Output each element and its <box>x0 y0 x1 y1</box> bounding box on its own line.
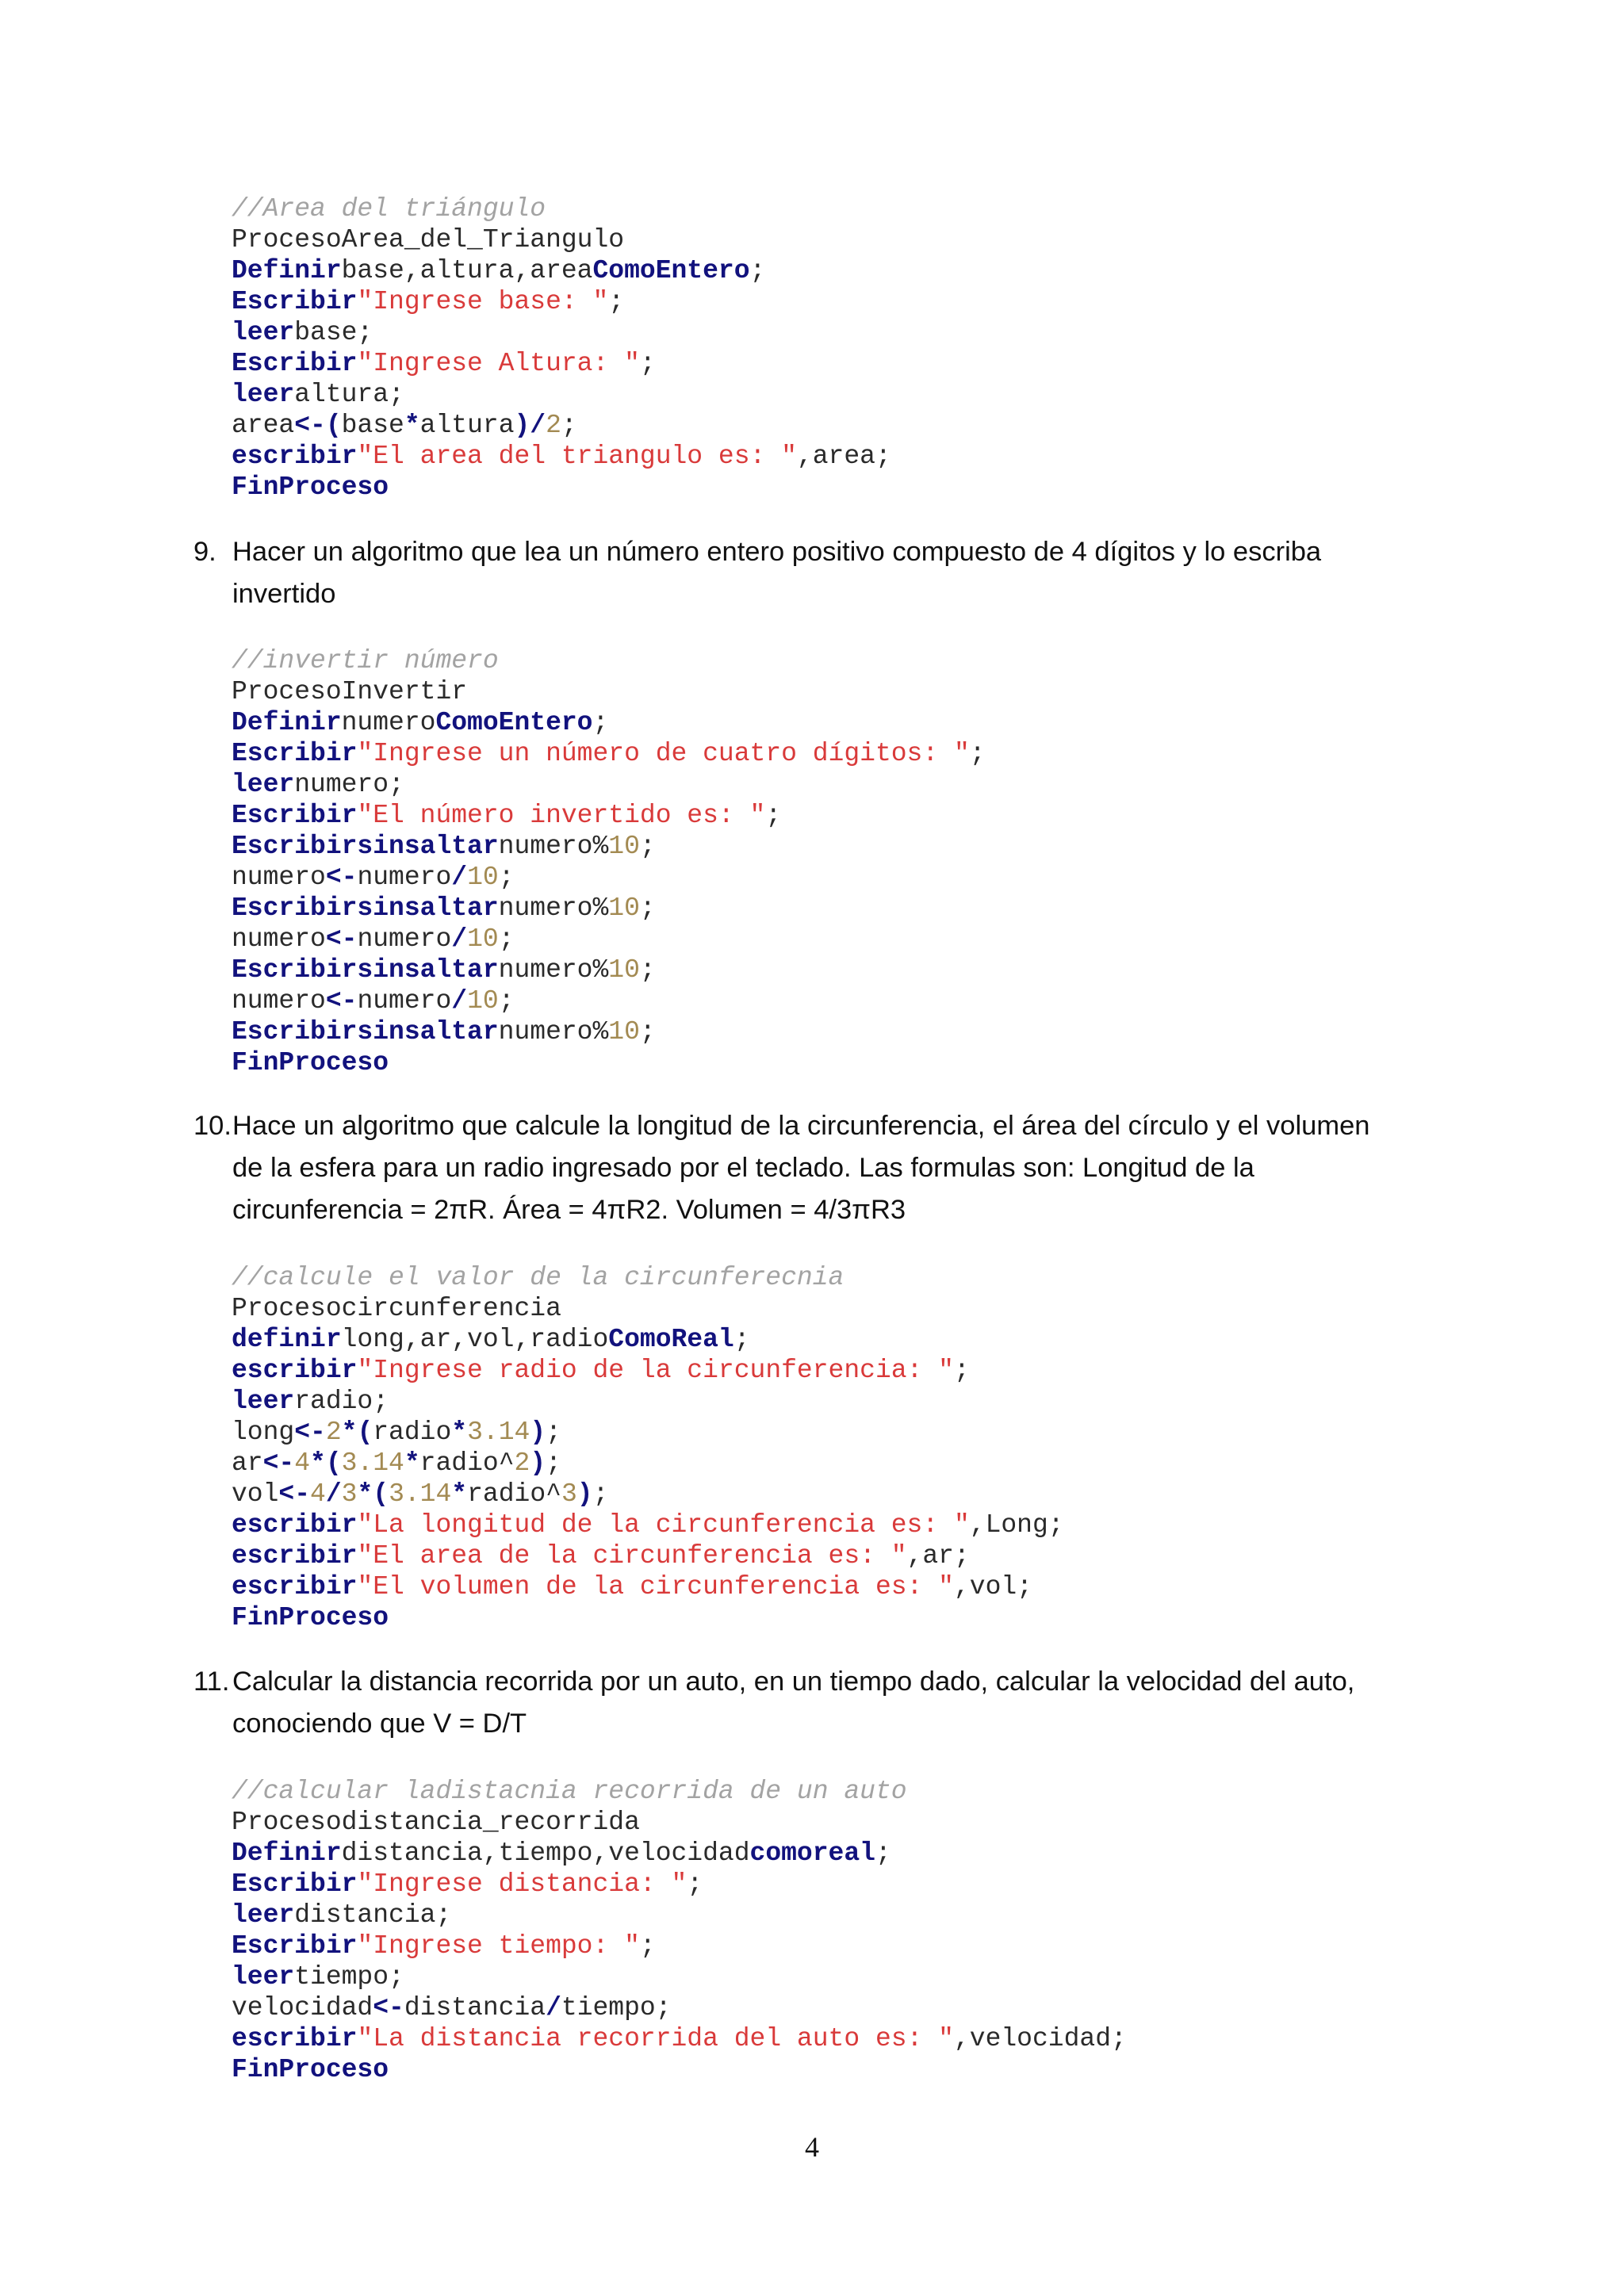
code-token: definir <box>232 1325 342 1354</box>
code-token: "Ingrese base: " <box>357 287 609 316</box>
code-line <box>232 1807 1127 1838</box>
code-token: Escribir <box>232 1869 358 1899</box>
code-token: radio^ <box>419 1448 515 1478</box>
code-line <box>232 1324 1064 1355</box>
question-number: 10. <box>193 1111 232 1141</box>
code-token: numero <box>357 924 452 954</box>
code-token: ProcesoArea_del_Triangulo <box>232 225 625 254</box>
code-token: base <box>341 411 404 440</box>
code-token: ; <box>561 411 577 440</box>
code-token: 4 <box>294 1448 311 1478</box>
code-token: Definir <box>232 1839 342 1868</box>
code-token: Procesocircunferencia <box>232 1294 561 1323</box>
code-token: leer <box>232 380 295 409</box>
code-token: long <box>232 1418 295 1447</box>
code-token: ; <box>765 801 782 830</box>
code-token: escribir <box>232 2024 358 2053</box>
code-token: * <box>404 1448 420 1478</box>
code-token: "Ingrese Altura: " <box>357 349 640 378</box>
code-line <box>232 1838 1127 1869</box>
code-line <box>232 1016 986 1047</box>
code-token: ProcesoInvertir <box>232 677 468 706</box>
code-token: <- <box>325 924 358 954</box>
code-token: <- <box>262 1448 295 1478</box>
code-line <box>232 2023 1127 2054</box>
code-line <box>232 676 986 707</box>
code-token: distancia; <box>294 1900 452 1930</box>
code-token: ; <box>687 1869 703 1899</box>
code-token: 10 <box>467 924 499 954</box>
code-block <box>232 1262 1064 1633</box>
code-token: ; <box>639 832 656 861</box>
code-token: *( <box>341 1418 373 1447</box>
code-token: distancia,tiempo,velocidad <box>341 1839 750 1868</box>
code-token: ) <box>530 1448 546 1478</box>
code-token: escribir <box>232 1356 358 1385</box>
code-line <box>232 800 986 831</box>
code-token: <- <box>278 1479 311 1509</box>
code-line <box>232 955 986 985</box>
code-token: ; <box>592 1479 609 1509</box>
code-line <box>232 379 891 410</box>
code-token: //Area del triángulo <box>232 194 546 224</box>
code-token: <-( <box>294 411 342 440</box>
code-token: ,vol; <box>953 1572 1032 1601</box>
code-token: base; <box>294 318 373 347</box>
question-text: Hacer un algoritmo que lea un número entero positivo compuesto de 4 dígitos y lo escriba invertido <box>232 537 1322 609</box>
code-token: "La distancia recorrida del auto es: " <box>357 2024 954 2053</box>
question-text: Calcular la distancia recorrida por un auto, en un tiempo dado, calcular la velocidad del auto, conociendo que V = D/T <box>232 1667 1355 1739</box>
code-token: ,Long; <box>969 1510 1064 1540</box>
code-line <box>232 1931 1127 1961</box>
code-token: vol <box>232 1479 279 1509</box>
code-token: * <box>451 1479 468 1509</box>
code-line <box>232 1961 1127 1992</box>
code-token: altura <box>419 411 515 440</box>
code-line <box>232 1571 1064 1602</box>
code-token: "El volumen de la circunferencia es: " <box>357 1572 954 1601</box>
code-token: 10 <box>608 1017 640 1047</box>
code-token: numero <box>357 986 452 1016</box>
code-token: ComoEntero <box>592 256 750 285</box>
code-token: radio; <box>294 1387 389 1416</box>
code-token: numero% <box>498 1017 609 1047</box>
code-line <box>232 1355 1064 1386</box>
code-token: numero <box>232 924 326 954</box>
code-token: long,ar,vol,radio <box>341 1325 609 1354</box>
code-token: <- <box>294 1418 326 1447</box>
code-line <box>232 410 891 441</box>
code-token: radio <box>373 1418 452 1447</box>
code-token: Escribir <box>232 349 358 378</box>
code-token: "El area de la circunferencia es: " <box>357 1541 907 1571</box>
code-line <box>232 985 986 1016</box>
code-token: radio^ <box>467 1479 561 1509</box>
code-token: / <box>451 863 468 892</box>
code-token: ,velocidad; <box>953 2024 1127 2053</box>
code-line <box>232 255 891 286</box>
code-token: numero% <box>498 894 609 923</box>
code-token: numero% <box>498 832 609 861</box>
code-token: ; <box>546 1418 561 1447</box>
code-token: Escribir <box>232 739 358 768</box>
code-token: 3.14 <box>467 1418 530 1447</box>
code-token: escribir <box>232 1572 358 1601</box>
code-token: <- <box>325 986 358 1016</box>
code-token: base,altura,area <box>341 256 593 285</box>
code-token: ; <box>639 1017 656 1047</box>
code-line <box>232 1776 1127 1807</box>
code-token: Escribir <box>232 287 358 316</box>
code-token: 10 <box>467 986 499 1016</box>
code-token: escribir <box>232 442 358 471</box>
code-token: 3.14 <box>389 1479 452 1509</box>
code-line <box>232 348 891 379</box>
code-line <box>232 738 986 769</box>
code-token: 3 <box>561 1479 577 1509</box>
code-token: Definir <box>232 708 342 737</box>
code-block <box>232 1776 1127 2085</box>
code-token: ; <box>953 1356 970 1385</box>
question-item <box>193 1661 1399 1745</box>
code-line <box>232 645 986 676</box>
code-line <box>232 1510 1064 1540</box>
code-line <box>232 1448 1064 1479</box>
code-token: ComoEntero <box>435 708 593 737</box>
code-token: Escribirsinsaltar <box>232 955 499 985</box>
code-token: ComoReal <box>608 1325 734 1354</box>
code-token: ,area; <box>796 442 891 471</box>
code-line <box>232 1417 1064 1448</box>
code-token: "El número invertido es: " <box>357 801 766 830</box>
code-token: FinProceso <box>232 1603 389 1632</box>
code-token: leer <box>232 1900 295 1930</box>
code-token: comoreal <box>749 1839 875 1868</box>
code-token: ) <box>576 1479 593 1509</box>
code-token: velocidad <box>232 1993 373 2022</box>
code-token: leer <box>232 770 295 799</box>
code-line <box>232 224 891 255</box>
code-line <box>232 1992 1127 2023</box>
code-token: "Ingrese un número de cuatro dígitos: " <box>357 739 970 768</box>
code-line <box>232 1869 1127 1900</box>
code-line <box>232 1262 1064 1293</box>
code-token: Definir <box>232 256 342 285</box>
code-line <box>232 1479 1064 1510</box>
code-token: ; <box>639 955 656 985</box>
code-token: "Ingrese distancia: " <box>357 1869 688 1899</box>
code-token: FinProceso <box>232 473 389 502</box>
code-token: numero <box>232 986 326 1016</box>
code-token: altura; <box>294 380 404 409</box>
code-token: ,ar; <box>906 1541 970 1571</box>
code-token: 10 <box>608 894 640 923</box>
code-line <box>232 707 986 738</box>
code-line <box>232 1386 1064 1417</box>
code-token: leer <box>232 1962 295 1992</box>
code-token: ; <box>749 256 766 285</box>
code-token: 2 <box>325 1418 342 1447</box>
question-number: 9. <box>193 537 216 567</box>
code-token: FinProceso <box>232 2055 389 2084</box>
code-token: numero <box>357 863 452 892</box>
code-token: <- <box>325 863 358 892</box>
code-token: numero <box>232 863 326 892</box>
question-item <box>193 531 1399 615</box>
code-token: ) <box>530 1418 546 1447</box>
code-token: tiempo; <box>294 1962 404 1992</box>
code-token: ; <box>639 894 656 923</box>
code-token: ; <box>546 1448 561 1478</box>
code-token: ar <box>232 1448 263 1478</box>
code-token: ; <box>969 739 986 768</box>
code-token: 3 <box>341 1479 358 1509</box>
code-token: Escribirsinsaltar <box>232 894 499 923</box>
code-token: ; <box>498 863 515 892</box>
code-token: / <box>546 1993 561 2022</box>
code-token: FinProceso <box>232 1048 389 1077</box>
code-token: "Ingrese radio de la circunferencia: " <box>357 1356 954 1385</box>
code-token: ; <box>639 349 656 378</box>
code-token: escribir <box>232 1510 358 1540</box>
code-token: ; <box>875 1839 891 1868</box>
code-token: 10 <box>608 832 640 861</box>
code-line <box>232 1047 986 1078</box>
code-token: 2 <box>514 1448 530 1478</box>
code-line <box>232 924 986 955</box>
code-line <box>232 1293 1064 1324</box>
code-line <box>232 1540 1064 1571</box>
code-token: 10 <box>608 955 640 985</box>
code-token: escribir <box>232 1541 358 1571</box>
code-line <box>232 831 986 862</box>
code-token: *( <box>310 1448 342 1478</box>
question-text: Hace un algoritmo que calcule la longitud de la circunferencia, el área del círculo y el volumen de la esfera para un radio ingresado por el teclado. Las formulas son: Longitud de la circunferencia = 2πR. Área = 4πR2. Volumen = 4/3πR3 <box>232 1111 1370 1225</box>
code-line <box>232 769 986 800</box>
code-token: ; <box>733 1325 750 1354</box>
code-token: * <box>404 411 420 440</box>
code-token: leer <box>232 1387 295 1416</box>
code-token: numero <box>341 708 436 737</box>
code-token: "La longitud de la circunferencia es: " <box>357 1510 970 1540</box>
question-item <box>193 1105 1399 1231</box>
code-token: ; <box>639 1931 656 1961</box>
code-line <box>232 893 986 924</box>
code-token: / <box>451 986 468 1016</box>
code-token: //invertir número <box>232 646 499 675</box>
code-token: //calcule el valor de la circunferecnia <box>232 1263 845 1292</box>
code-token: leer <box>232 318 295 347</box>
code-token: Escribirsinsaltar <box>232 832 499 861</box>
code-line <box>232 441 891 472</box>
question-number: 11. <box>193 1667 230 1697</box>
code-token: area <box>232 411 295 440</box>
code-token: ; <box>498 924 515 954</box>
code-token: *( <box>357 1479 389 1509</box>
code-line <box>232 2054 1127 2085</box>
code-line <box>232 193 891 224</box>
code-token: 4 <box>310 1479 326 1509</box>
code-block <box>232 193 891 503</box>
code-token: ; <box>592 708 609 737</box>
code-token: * <box>451 1418 468 1447</box>
code-token: / <box>451 924 468 954</box>
code-token: Escribirsinsaltar <box>232 1017 499 1047</box>
code-token: Escribir <box>232 801 358 830</box>
code-token: Escribir <box>232 1931 358 1961</box>
page-number: 4 <box>805 2131 819 2163</box>
code-block <box>232 645 986 1078</box>
code-line <box>232 1602 1064 1633</box>
code-token: 3.14 <box>341 1448 404 1478</box>
code-token: 10 <box>467 863 499 892</box>
code-line <box>232 1900 1127 1931</box>
code-line <box>232 286 891 317</box>
code-token: distancia <box>404 1993 546 2022</box>
code-line <box>232 862 986 893</box>
code-token: numero; <box>294 770 404 799</box>
code-token: / <box>325 1479 342 1509</box>
code-token: "El area del triangulo es: " <box>357 442 797 471</box>
code-token: //calcular ladistacnia recorrida de un auto <box>232 1777 907 1806</box>
code-token: "Ingrese tiempo: " <box>357 1931 640 1961</box>
code-token: 2 <box>546 411 561 440</box>
code-line <box>232 317 891 348</box>
code-token: <- <box>373 1993 404 2022</box>
code-line <box>232 472 891 503</box>
code-token: ; <box>498 986 515 1016</box>
code-token: )/ <box>514 411 546 440</box>
code-token: Procesodistancia_recorrida <box>232 1808 640 1837</box>
code-token: tiempo; <box>561 1993 672 2022</box>
code-token: ; <box>608 287 625 316</box>
code-token: numero% <box>498 955 609 985</box>
